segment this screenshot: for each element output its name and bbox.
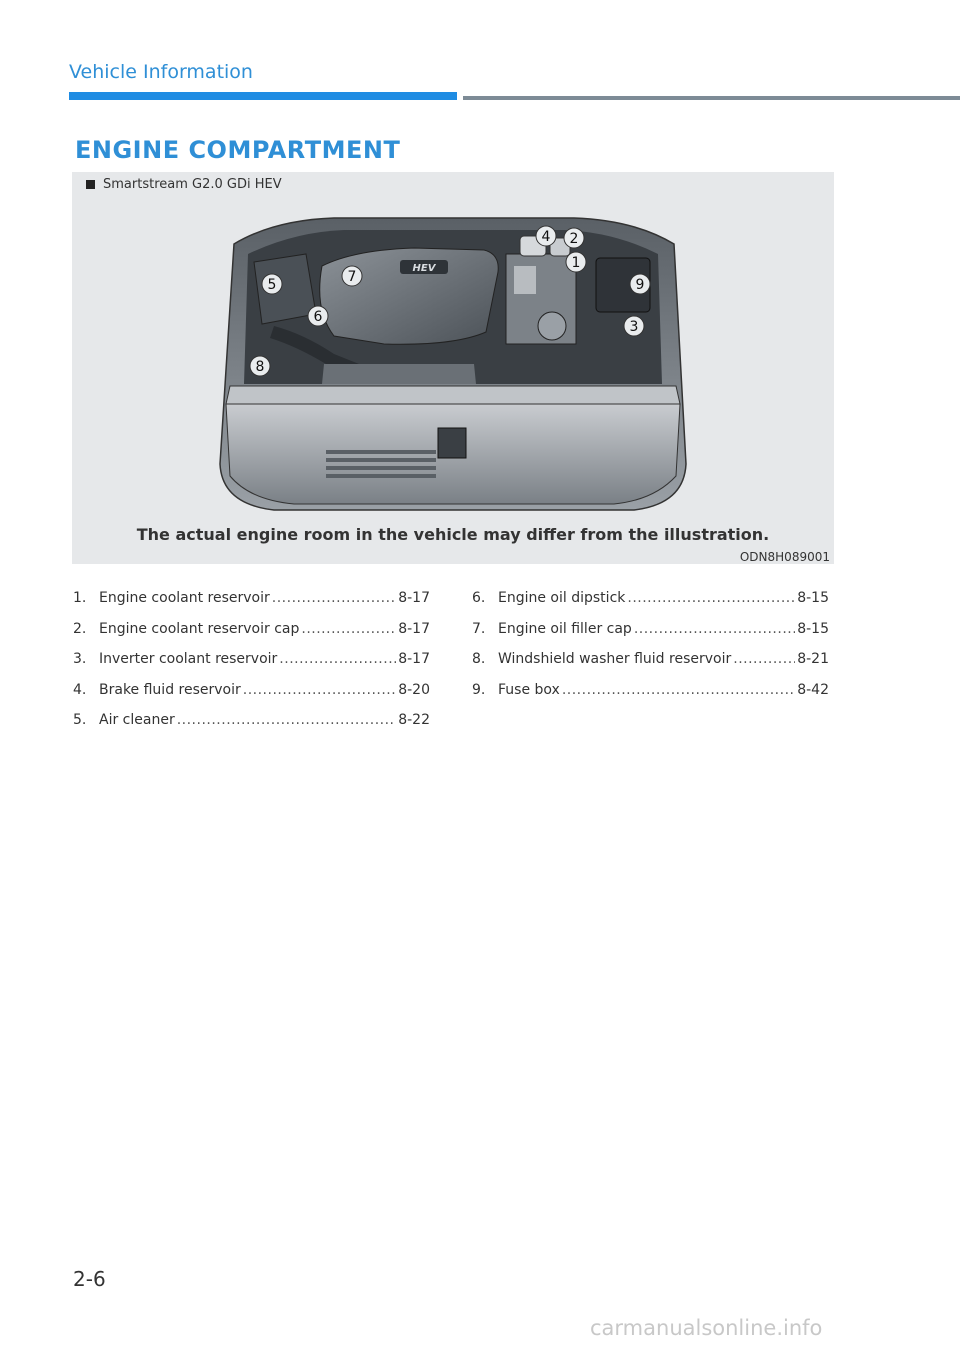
callout-6 [308, 306, 328, 326]
section-title: Vehicle Information [69, 61, 253, 83]
list-item: 4. Brake fluid reservoir ..... 8-20 [73, 682, 430, 713]
list-item: 8. Windshield washer fluid reservoir ..... 8-21 [472, 651, 829, 682]
svg-text:5: 5 [267, 277, 277, 293]
figure-code: ODN8H089001 [739, 550, 830, 564]
callout-4 [536, 226, 556, 246]
callout-8 [250, 356, 270, 376]
svg-text:1: 1 [571, 255, 581, 271]
callout-2 [564, 228, 584, 248]
list-item: 1. Engine coolant reservoir ..... 8-17 [73, 590, 430, 621]
callout-7 [342, 266, 362, 286]
callout-3 [624, 316, 644, 336]
callout-5 [262, 274, 282, 294]
svg-text:3: 3 [629, 319, 639, 335]
figure-caption: The actual engine room in the vehicle may differ from the illustration. [136, 525, 770, 544]
svg-text:7: 7 [347, 269, 357, 285]
callout-9 [630, 274, 650, 294]
svg-text:6: 6 [313, 309, 323, 325]
hev-badge: HEV [412, 263, 436, 274]
page-heading: ENGINE COMPARTMENT [75, 136, 401, 164]
figure-label-text: Smartstream G2.0 GDi HEV [103, 177, 282, 192]
list-item: 9. Fuse box ..... 8-42 [472, 682, 829, 713]
page-number: 2-6 [73, 1267, 106, 1291]
figure-label [86, 177, 282, 192]
svg-text:8: 8 [255, 359, 265, 375]
list-item: 2. Engine coolant reservoir cap ..... 8-17 [73, 621, 430, 652]
component-list-right [472, 590, 829, 712]
list-item: 6. Engine oil dipstick ..... 8-15 [472, 590, 829, 621]
component-list-left [73, 590, 430, 743]
square-bullet-icon [86, 180, 95, 189]
svg-text:4: 4 [541, 229, 551, 245]
header-rule-gray [463, 96, 960, 100]
engine-figure [72, 172, 834, 564]
list-item: 3. Inverter coolant reservoir ..... 8-17 [73, 651, 430, 682]
callout-1 [566, 252, 586, 272]
list-item: 7. Engine oil filler cap ..... 8-15 [472, 621, 829, 652]
list-item: 5. Air cleaner ..... 8-22 [73, 712, 430, 743]
svg-text:9: 9 [635, 277, 645, 293]
header-rule-blue [69, 92, 457, 100]
watermark: carmanualsonline.info [590, 1316, 823, 1340]
engine-compartment-illustration [214, 214, 692, 514]
svg-text:2: 2 [569, 231, 579, 247]
